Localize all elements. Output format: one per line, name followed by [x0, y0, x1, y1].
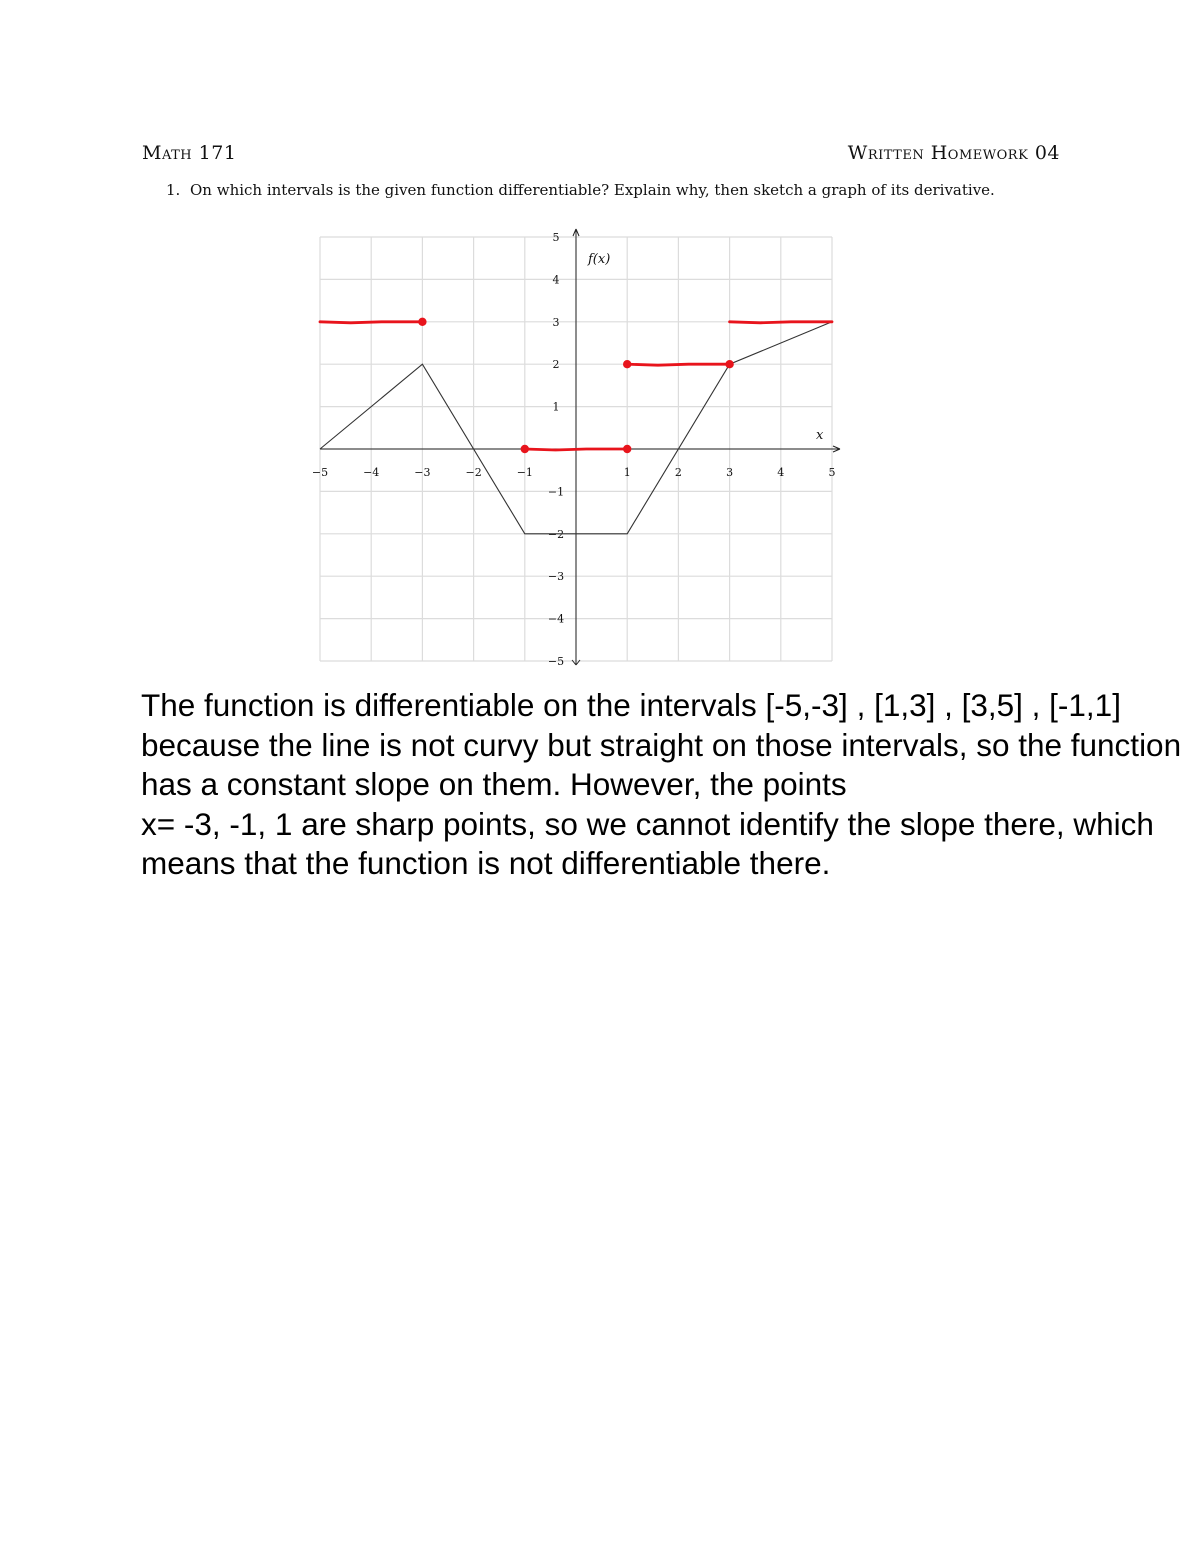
course-title: Math 171: [142, 142, 237, 164]
y-tick-label: −1: [547, 485, 565, 499]
derivative-segment: [525, 449, 627, 450]
derivative-endpoint-dot: [725, 360, 733, 368]
function-graph: [0, 0, 1200, 680]
x-tick-label: 2: [674, 466, 682, 479]
answer-text: [141, 686, 1191, 884]
x-tick-label: 3: [726, 466, 734, 479]
y-tick-label: −4: [547, 612, 565, 626]
x-tick-label: 1: [623, 466, 631, 479]
x-tick-label: −3: [414, 466, 431, 479]
y-tick-label: −5: [547, 655, 565, 668]
graph-axes: [320, 229, 840, 665]
x-axis-label: x: [816, 428, 824, 443]
x-tick-label: 5: [828, 466, 836, 479]
y-tick-label: 4: [552, 273, 560, 287]
derivative-segment: [320, 322, 422, 323]
y-tick-label: −3: [547, 570, 565, 584]
x-tick-label: −2: [465, 466, 482, 479]
x-tick-label: −4: [363, 466, 380, 479]
y-tick-label: 1: [552, 400, 560, 414]
assignment-title: Written Homework 04: [847, 142, 1060, 164]
problem-number: 1.: [166, 181, 181, 199]
answer-line: The function is differentiable on the intervals [-5,-3] , [1,3] , [3,5] , [-1,1]: [141, 687, 1121, 723]
x-tick-label: 4: [777, 466, 785, 479]
derivative-endpoint-dot: [623, 360, 631, 368]
derivative-endpoint-dot: [521, 445, 529, 453]
answer-line: x= -3, -1, 1 are sharp points, so we cannot identify the slope there, which means that the function is not differentiable there.: [141, 805, 1154, 881]
y-tick-label: 5: [552, 231, 560, 244]
y-tick-label: 3: [552, 315, 560, 329]
derivative-segment: [730, 322, 832, 323]
answer-line: because the line is not curvy but straight on those intervals, so the function has a constant slope on them. However, the points: [141, 726, 1182, 802]
x-tick-label: −1: [516, 466, 533, 479]
y-tick-label: −2: [547, 527, 565, 541]
y-tick-label: 2: [552, 358, 560, 372]
derivative-segment: [627, 364, 729, 365]
problem-text: On which intervals is the given function differentiable? Explain why, then sketch a graph of its derivative.: [190, 181, 995, 199]
y-axis-label: f(x): [588, 252, 611, 267]
derivative-endpoint-dot: [418, 318, 426, 326]
x-tick-label: −5: [311, 466, 329, 479]
derivative-endpoint-dot: [623, 445, 631, 453]
